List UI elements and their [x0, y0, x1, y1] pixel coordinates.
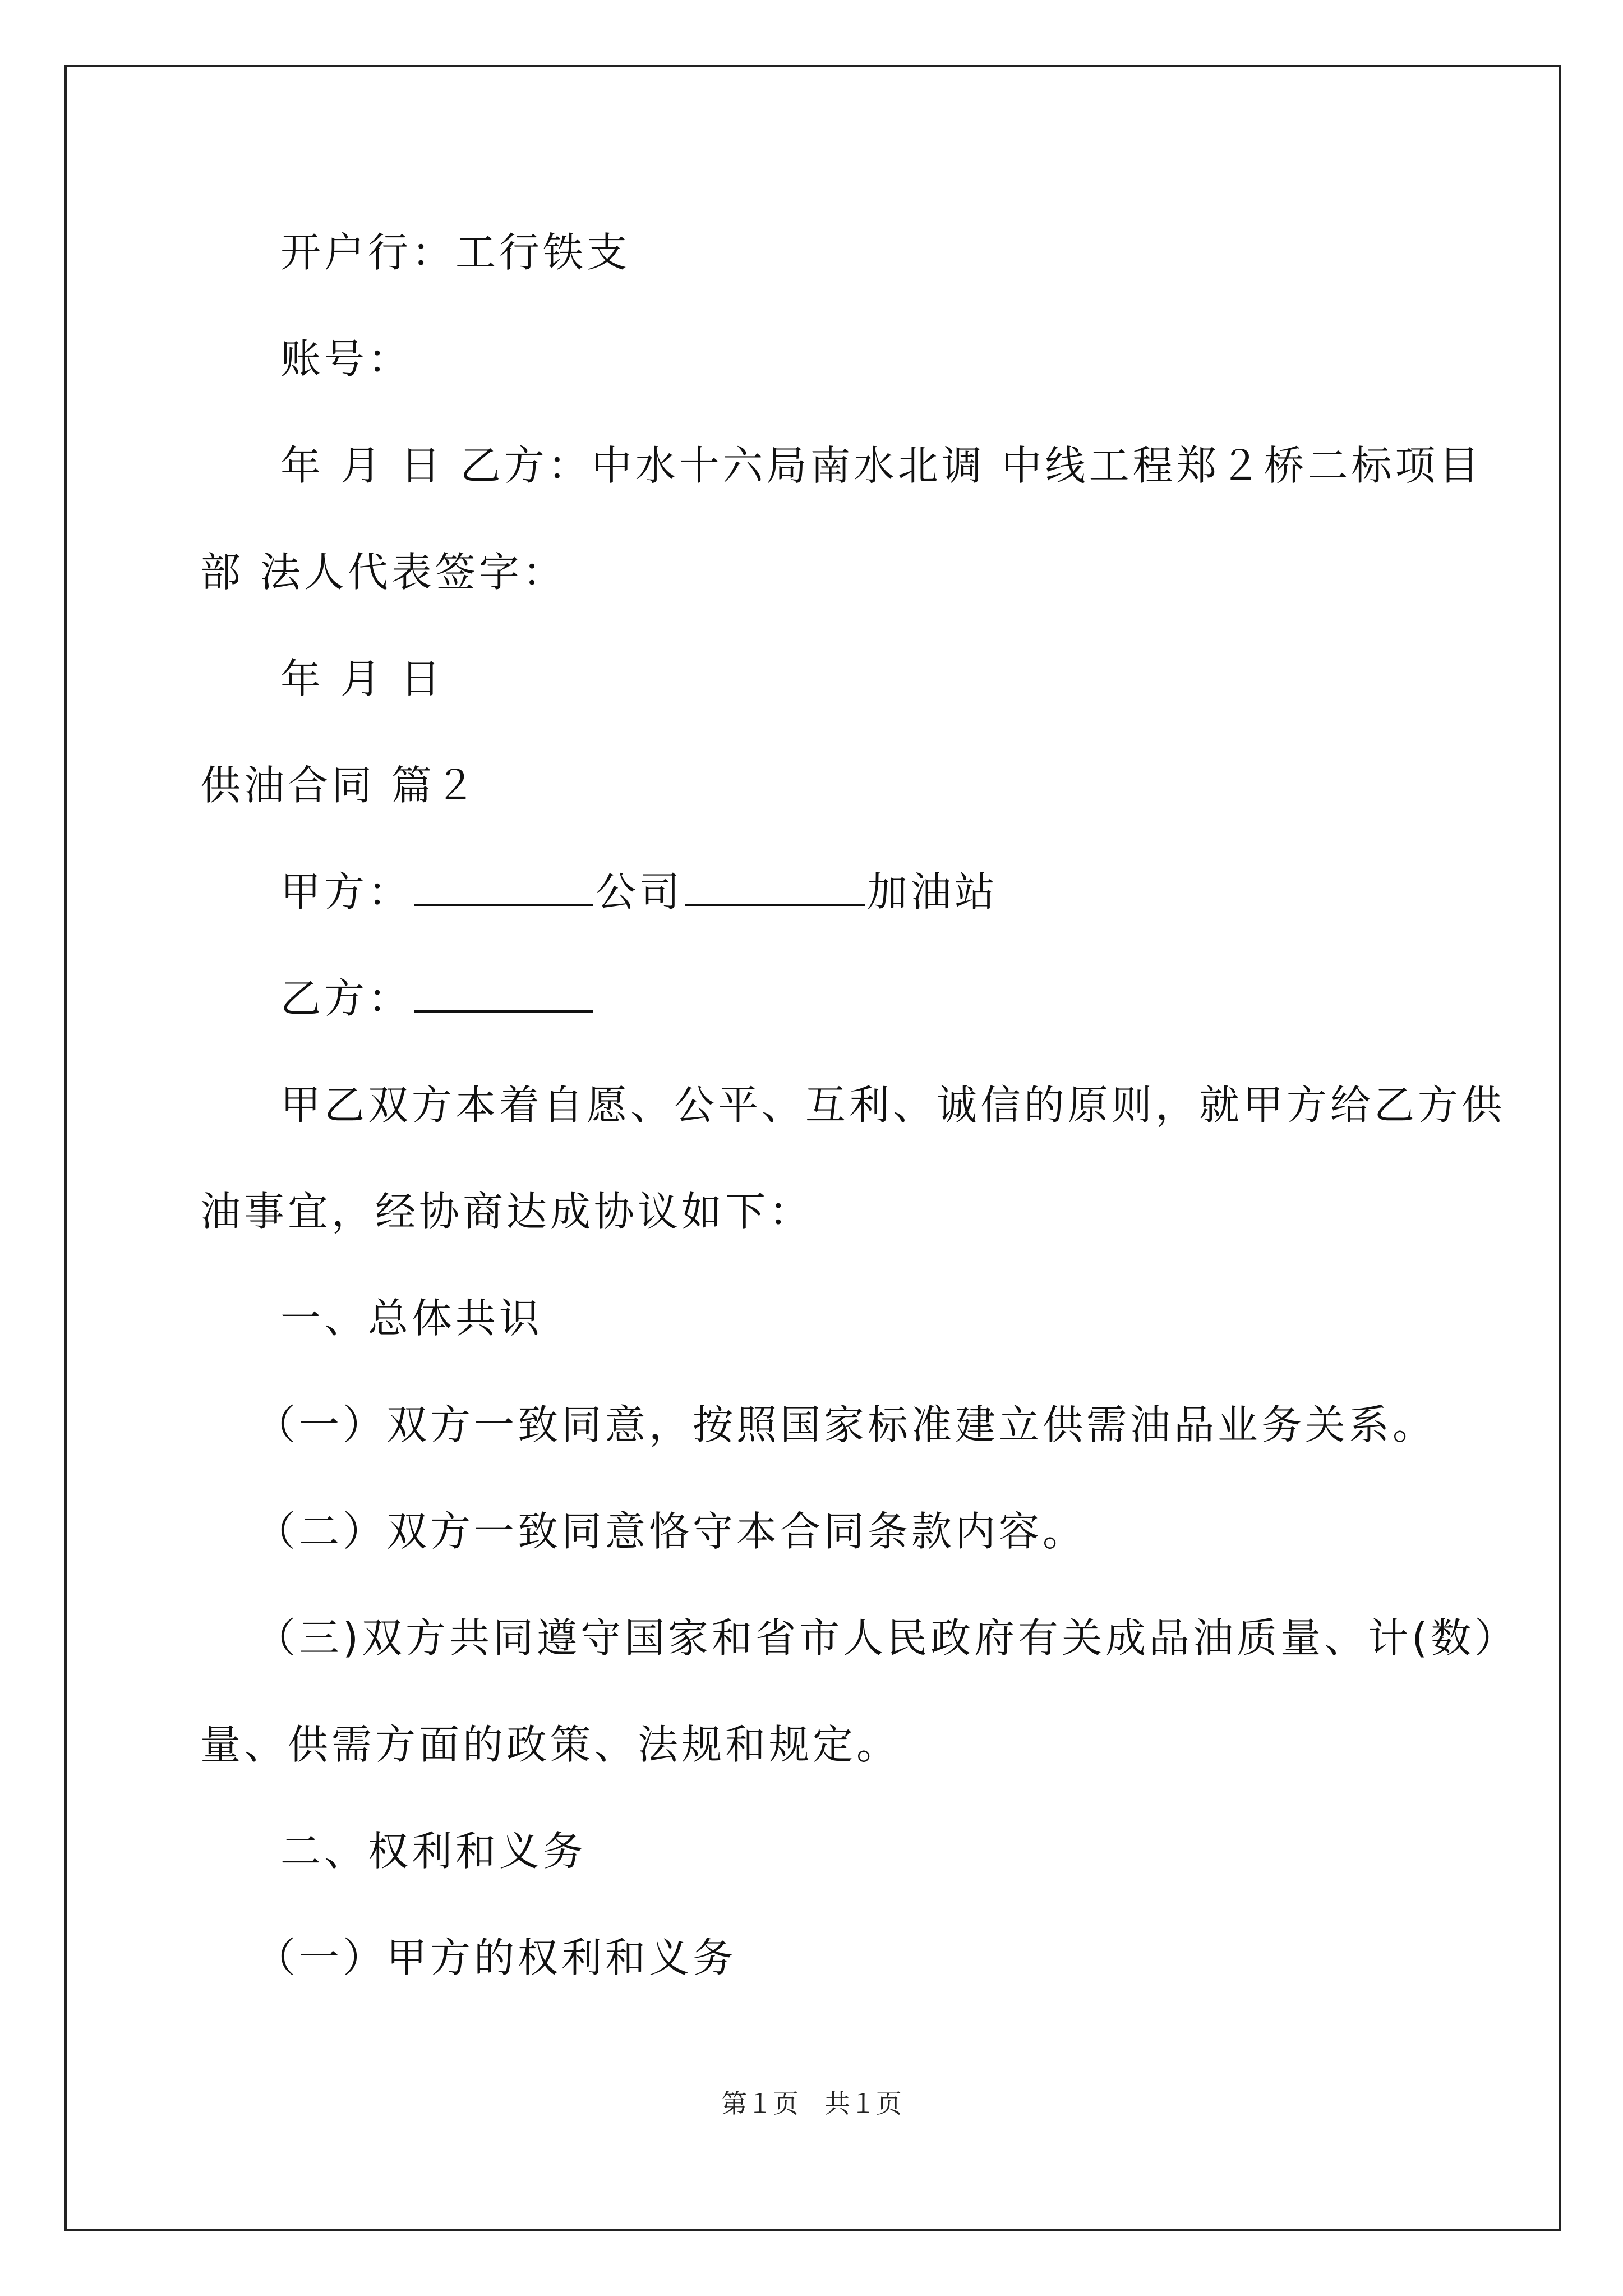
- date-line: 年 月 日: [280, 655, 444, 702]
- section-title: 供油合同 篇２: [200, 762, 479, 809]
- heading-general-consensus: 一、总体共识: [280, 1295, 543, 1342]
- item-1-3-line-1: （三)双方共同遵守国家和省市人民政府有关成品油质量、计(数）: [255, 1614, 1519, 1662]
- intro-line-2: 油事宜，经协商达成协议如下：: [200, 1188, 813, 1235]
- party-a-prefix: 甲方：: [280, 868, 412, 915]
- page-footer: 第１页 共１页: [721, 2088, 902, 2119]
- party-a-mid: 公司: [596, 868, 684, 915]
- account-line: 账号：: [280, 335, 412, 383]
- party-b-prefix: 乙方：: [280, 975, 412, 1022]
- date-party-line-1: 年 月 日 乙方：中水十六局南水北调 中线工程郑２桥二标项目: [280, 442, 1483, 489]
- page-border: [64, 65, 1561, 2231]
- date-party-line-2: 部 法人代表签字：: [200, 549, 566, 596]
- bank-line: 开户行：工行铁支: [280, 229, 631, 276]
- party-a-company-blank: [414, 899, 593, 906]
- intro-line-1: 甲乙双方本着自愿、公平、互利、诚信的原则，就甲方给乙方供: [280, 1082, 1506, 1129]
- item-1-2: （二）双方一致同意恪守本合同条款内容。: [255, 1508, 1087, 1555]
- party-b-blank: [414, 1006, 593, 1013]
- party-a-station-blank: [685, 899, 865, 906]
- party-a-line: [280, 867, 998, 917]
- item-1-1: （一）双方一致同意，按照国家标准建立供需油品业务关系。: [255, 1401, 1437, 1448]
- item-1-3-line-2: 量、供需方面的政策、法规和规定。: [200, 1721, 901, 1768]
- item-2-1: （一）甲方的权利和义务: [255, 1934, 737, 1981]
- party-a-suffix: 加油站: [867, 868, 999, 915]
- party-b-line: [280, 973, 596, 1024]
- heading-rights-obligations: 二、权利和义务: [280, 1828, 587, 1875]
